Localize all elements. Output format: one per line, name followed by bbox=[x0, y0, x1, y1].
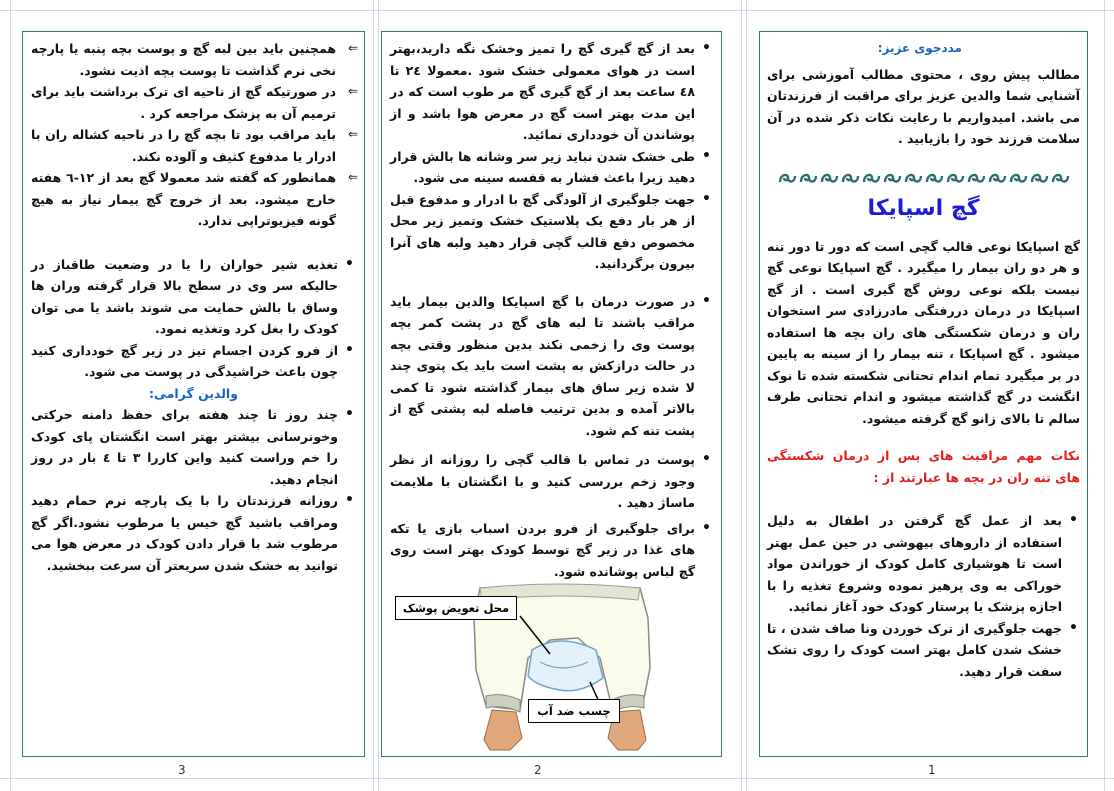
page-guide-bottom bbox=[0, 778, 1114, 779]
care-list-bottom bbox=[390, 291, 713, 583]
page-guide-right-2 bbox=[1104, 0, 1105, 791]
page-guide-mid bbox=[378, 0, 379, 791]
wave-scroll-icon bbox=[799, 170, 818, 184]
wave-scroll-icon bbox=[1051, 170, 1070, 184]
list-item: • در صورت درمان با گچ اسپایکا والدین بیمار باید مراقب باشند تا لبه های گچ در پشت کمر بچه پوست وی را زخمی نکند بدین منظور وقتی بچه در حالت درازکش به پشت است باید یک پتوی چند لا شده زیر ساق های بیمار گذاشته شود تا کمی بالاتر آمده و بدین ترتیب فاصله لبه پشتی گچ از پشت تنه کم شود. bbox=[390, 291, 695, 442]
page-guide-right bbox=[746, 0, 747, 791]
panel-page-1 bbox=[759, 31, 1088, 757]
wave-scroll-icon bbox=[1009, 170, 1028, 184]
page-number-3: 3 bbox=[178, 763, 186, 777]
description-text: گچ اسپایکا نوعی قالب گچی است که دور تا دور تنه و هر دو ران بیمار را میگیرد . گچ اسپایکا نوعی گچ نیست بلکه نوعی روش گچ گیری است . از گچ اسپایکا در درمان دررفتگی مادرزادی سر استخوان ران و درمان شکستگی های ران بچه ها استفاده میشود . گچ اسپایکا ، تنه بیمار را از سینه به پایین در بر میگیرد تمام اندام تحتانی شکسته شده تا نوک انگشت در گچ گذاشته میشود و اندام تحتانی طرف سالم تا بالای زانو گچ گرفته میشود. bbox=[767, 238, 1080, 426]
care-list-end bbox=[31, 404, 356, 576]
list-item: ⇐ همچنین باید بین لبه گچ و پوست بچه پنبه یا پارچه نخی نرم گذاشت تا پوست بچه اذیت نشود. bbox=[31, 38, 336, 81]
diaper-area-label: محل تعویض پوشک bbox=[395, 596, 517, 620]
page-guide-top bbox=[0, 10, 1114, 11]
wave-scroll-icon bbox=[904, 170, 923, 184]
arrow-list bbox=[31, 38, 356, 232]
wave-scroll-icon bbox=[883, 170, 902, 184]
list-item: ⇐ در صورتیکه گچ از ناحیه ای ترک برداشت باید برای ترمیم آن به پزشک مراجعه کرد . bbox=[31, 81, 336, 124]
list-item: • بعد از عمل گچ گرفتن در اطفال به دلیل استفاده از داروهای بیهوشی در حین عمل بهتر است تا هوشیاری کامل کودک از خوراندن مواد خوراکی به وی پرهیز نموده وشروع تغذیه را با اجازه پزشک یا پرستار کودک خود آغاز نمائید. bbox=[767, 510, 1062, 618]
care-list-top bbox=[390, 38, 713, 275]
list-item: • بعد از گچ گیری گچ را تمیز وخشک نگه دارید،بهتر است در هوای معمولی خشک شود .معمولا ٢٤ تا ٤٨ ساعت بعد از گچ گیری گچ مر طوب است که در این مدت بهتر است گچ در معرض هوا باشد و از پوشاندن آن خودداری نمائید. bbox=[390, 38, 695, 146]
wave-scroll-icon bbox=[988, 170, 1007, 184]
spica-cast-illustration bbox=[400, 578, 706, 756]
wave-scroll-icon bbox=[778, 170, 797, 184]
care-list bbox=[767, 510, 1080, 682]
page-number-2: 2 bbox=[534, 763, 542, 777]
list-item: ⇐ باید مراقب بود تا بچه گچ را در ناحیه کشاله ران با ادرار یا مدفوع کثیف و آلوده نکند. bbox=[31, 124, 336, 167]
waterproof-tape-label: چسب ضد آب bbox=[528, 699, 620, 723]
list-item: • از فرو کردن اجسام تیز در زیر گچ خودداری کنید چون باعث خراشیدگی در پوست می شود. bbox=[31, 340, 338, 383]
list-item: • برای جلوگیری از فرو بردن اسباب بازی یا تکه های غذا در زیر گچ توسط کودک بهتر است روی گچ لباس پوشانده شود. bbox=[390, 518, 695, 583]
page-number-1: 1 bbox=[928, 763, 936, 777]
list-item: • چند روز تا چند هفته برای حفظ دامنه حرکتی وخونرسانی بیشتر بهتر است انگشتان پای کودک را خم وراست کنید واین کاررا ٣ تا ٤ بار در روز انجام دهید. bbox=[31, 404, 338, 490]
wave-scroll-icon bbox=[967, 170, 986, 184]
care-list-mid bbox=[31, 254, 356, 383]
wave-scroll-icon bbox=[1030, 170, 1049, 184]
page-guide-left-2 bbox=[373, 0, 374, 791]
wave-scroll-icon bbox=[862, 170, 881, 184]
list-item: • روزانه فرزندتان را با یک پارچه نرم حمام دهید ومراقب باشید گچ خیس یا مرطوب نشود.اگر گچ مرطوب شد با قرار دادن کودک در معرض هوا می توانید به خشک شدن سریعتر آن سرعت ببخشید. bbox=[31, 490, 338, 576]
list-item: • جهت جلوگیری از آلودگی گچ با ادرار و مدفوع قبل از هر بار دفع یک پلاستیک خشک وتمیز زیر محل مخصوص دفع قالب گچی قرار دهید ولبه های آنرا بیرون برگردانید. bbox=[390, 189, 695, 275]
list-item: • جهت جلوگیری از ترک خوردن ونا صاف شدن ، تا خشک شدن کامل بهتر است کودک را روی تشک سفت قرار دهید. bbox=[767, 618, 1062, 683]
document-title: گچ اسپایکا bbox=[867, 195, 980, 221]
ornament-border bbox=[767, 170, 1080, 184]
intro-text: مطالب پیش روی ، محتوی مطالب آموزشی برای آشنایی شما والدین عزیز برای مراقبت از فرزندتان می باشد. امیدواریم با رعایت نکات ذکر شده در آن سلامت فرزند خود را بازیابید . bbox=[767, 66, 1080, 146]
wave-scroll-icon bbox=[820, 170, 839, 184]
panel-page-3 bbox=[22, 31, 365, 757]
wave-scroll-icon bbox=[925, 170, 944, 184]
page-guide-mid-2 bbox=[741, 0, 742, 791]
wave-scroll-icon bbox=[946, 170, 965, 184]
list-item: • پوست در تماس با قالب گچی را روزانه از نظر وجود زخم بررسی کنید و با انگشتان با ملایمت ماساژ دهید . bbox=[390, 449, 695, 514]
list-item: ⇐ همانطور که گفته شد معمولا گچ بعد از ١٢-٦ هفته خارج میشود. بعد از خروج گچ بیمار نیاز به هیچ گونه فیزیوتراپی ندارد. bbox=[31, 167, 336, 232]
list-item: • تغذیه شیر خواران را یا در وضعیت طاقباز در حالیکه سر وی در سطح بالا قرار گرفته وران ها وساق با بالش حمایت می شوند باشد یا می توان کودک را بغل کرد وتغذیه نمود. bbox=[31, 254, 338, 340]
wave-scroll-icon bbox=[841, 170, 860, 184]
parents-heading: والدین گرامی: bbox=[149, 385, 238, 401]
page-guide-left bbox=[10, 0, 11, 791]
list-item: • طی خشک شدن نباید زیر سر وشانه ها بالش قرار دهید زیرا باعث فشار به قفسه سینه می شود. bbox=[390, 146, 695, 189]
care-heading: نکات مهم مراقبت های پس از درمان شکستگی های تنه ران در بچه ها عبارتند از : bbox=[767, 448, 1080, 485]
greeting: مددجوی عزیز: bbox=[877, 41, 962, 55]
